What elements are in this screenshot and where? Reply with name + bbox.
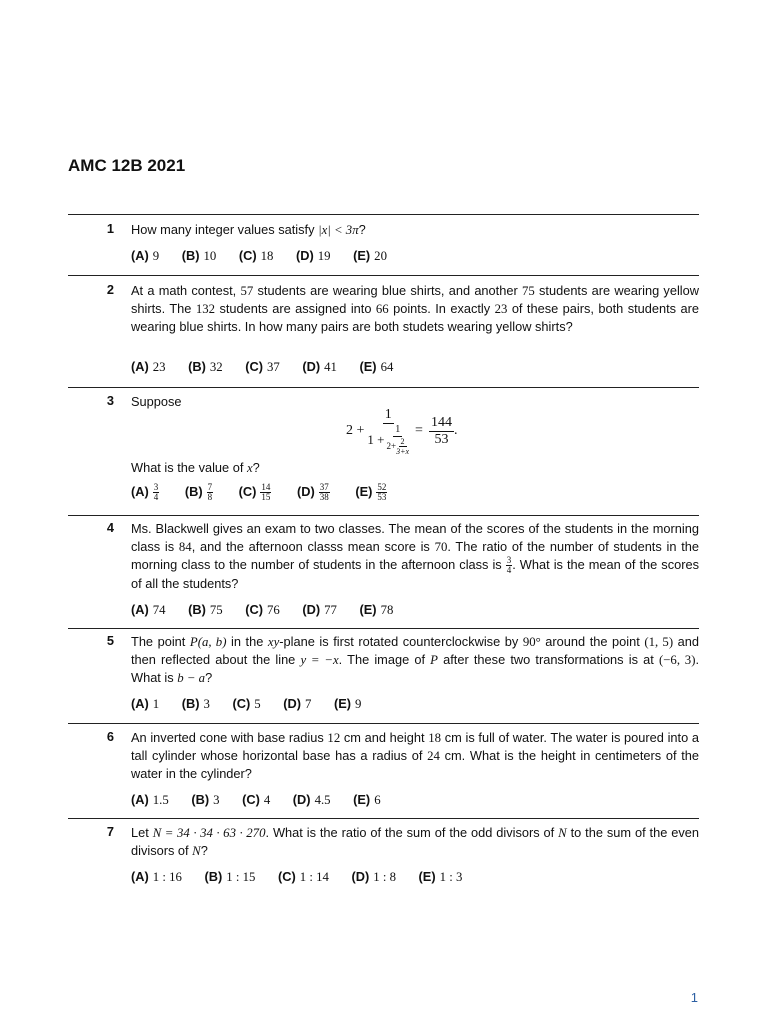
separator <box>68 628 699 629</box>
eq-equals: = <box>415 423 423 439</box>
rhs-fraction: $\frac{144}{53}$ <box>430 414 452 447</box>
choice-c: (C) 1 : 14 <box>277 869 329 884</box>
problem-text: Let N = 34 · 34 · 63 · 270. What is the ratio of the sum of the odd divisors of N to the sum of the even divisors of N? <box>131 825 699 858</box>
separator <box>68 387 699 388</box>
problem-number: 4 <box>106 520 114 535</box>
choice-e: (E) 1 : 3 <box>418 869 463 884</box>
problem-body <box>131 221 699 265</box>
problem-text: At a math contest, 57 students are wearing blue shirts, and another 75 students are wearing yellow shirts. The 132 students are assigned into 66 points. In exactly 23 of these pairs, both students are wearing blue shirts. In how many pairs are both studets wearing yellow shirts? <box>131 283 699 334</box>
choice-d: (D) 41 <box>302 359 337 374</box>
problem-number: 5 <box>106 633 114 648</box>
problem-body <box>131 729 699 809</box>
answer-choices <box>131 868 699 886</box>
choice-e: (E) $\frac{52}{53}$ <box>355 482 387 503</box>
answer-choices <box>131 695 699 713</box>
choice-a: (A) 1 : 16 <box>131 869 182 884</box>
answer-choices <box>131 791 699 809</box>
choice-c: (C) 37 <box>245 359 280 374</box>
problem-3 <box>68 393 699 511</box>
problem-text: An inverted cone with base radius 12 cm and height 18 cm is full of water. The water is poured into a tall cylinder whose horizontal base has a radius of 24 cm. What is the height in centimeters of the water in the cylinder? <box>131 730 700 781</box>
problem-text: The point P(a, b) in the xy-plane is first rotated counterclockwise by 90° around the point (1, 5) and then reflected about the line y = −x. The image of P after these two transformations is at (−6, 3). What is b − a? <box>131 634 700 685</box>
separator <box>68 818 699 819</box>
problem-body <box>131 824 699 886</box>
choice-b: (B) 1 : 15 <box>204 869 256 884</box>
choice-a: (A) 1.5 <box>131 792 169 807</box>
choice-d: (D) 7 <box>283 696 312 711</box>
problem-text <box>131 221 699 239</box>
choice-a: (A) 9 <box>131 248 160 263</box>
choice-a: (A) 74 <box>131 602 166 618</box>
choice-a: (A) 1 <box>131 696 160 711</box>
problem-body <box>131 393 699 511</box>
choice-d: (D) 77 <box>302 602 337 618</box>
problem-number: 3 <box>106 393 114 408</box>
choice-c: (C) $\frac{14}{15}$ <box>238 482 271 503</box>
main-fraction: 1 1 + 1 2+ $\frac{2}{3+x}$ <box>367 407 410 456</box>
choice-e: (E) 64 <box>359 359 394 374</box>
choice-b: (B) 32 <box>188 359 223 374</box>
choice-e: (E) 6 <box>353 792 381 807</box>
problem-body <box>131 282 699 376</box>
math: |x| < 3π <box>318 223 359 237</box>
text: ? <box>358 222 366 237</box>
choice-d: (D) $\frac{37}{38}$ <box>296 482 329 503</box>
separator <box>68 723 699 724</box>
problem-number: 1 <box>106 221 114 236</box>
problem-body <box>131 520 699 619</box>
choice-b: (B) 75 <box>188 602 223 618</box>
text: How many integer values satisfy <box>131 222 319 237</box>
choice-c: (C) 5 <box>232 696 261 711</box>
separator <box>68 515 699 516</box>
choice-d: (D) 4.5 <box>292 792 331 807</box>
eq-lead: 2 + <box>346 423 365 439</box>
choice-a: (A) 23 <box>131 359 166 374</box>
choice-e: (E) 78 <box>359 602 394 618</box>
choice-c: (C) 18 <box>238 248 274 263</box>
choice-b: (B) 3 <box>181 696 210 711</box>
problem-body <box>131 633 699 713</box>
answer-choices <box>131 358 699 376</box>
choice-b: (B) $\frac{7}{8}$ <box>184 482 213 503</box>
choice-d: (D) 1 : 8 <box>351 869 396 884</box>
problem-text: Ms. Blackwell gives an exam to two classes. The mean of the scores of the students in the morning class is 84, and the afternoon classs mean score is 70. The ratio of the number of students in the morning class to the number of students in the afternoon class is $\frac{3}{4}$ . What is the mean of the scores of all the students? <box>131 521 700 592</box>
separator <box>68 275 699 276</box>
page-number: 1 <box>690 990 698 1005</box>
choice-e: (E) 20 <box>353 248 387 263</box>
choice-b: (B) 10 <box>181 248 217 263</box>
choice-e: (E) 9 <box>333 696 362 711</box>
continued-fraction-equation: 2 + 1 1 + 1 2+ $\frac{2}{3+x}$ = $\frac{144}{53}$ . <box>346 407 458 456</box>
answer-choices <box>131 483 699 502</box>
problem-question: What is the value of x? <box>131 460 260 475</box>
problem-number: 6 <box>106 729 114 744</box>
page-title: AMC 12B 2021 <box>68 156 186 175</box>
choice-d: (D) 19 <box>295 248 331 263</box>
problem-text: Suppose <box>131 394 182 409</box>
ratio-fraction: $\frac{3}{4}$ <box>506 555 512 576</box>
choice-b: (B) 3 <box>191 792 220 807</box>
choice-c: (C) 4 <box>242 792 271 807</box>
separator <box>68 214 699 215</box>
answer-choices <box>131 601 699 619</box>
problem-number: 2 <box>106 282 114 297</box>
answer-choices <box>131 247 699 265</box>
choice-c: (C) 76 <box>245 602 280 618</box>
choice-a: (A) $\frac{3}{4}$ <box>131 482 159 503</box>
problem-number: 7 <box>106 824 114 839</box>
